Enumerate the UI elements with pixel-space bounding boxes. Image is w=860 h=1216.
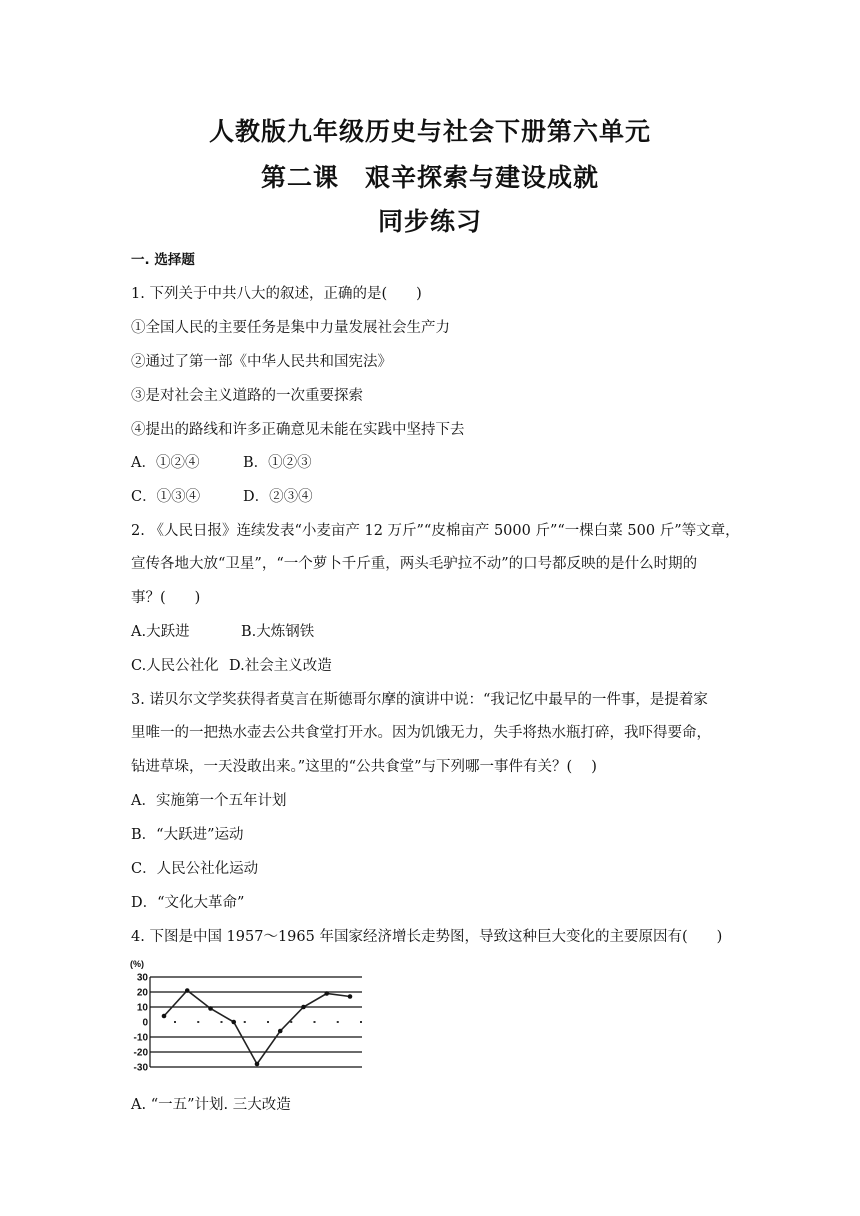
chart-y-axis-label: (%)	[130, 959, 144, 969]
question-1-stem: 1. 下列关于中共八大的叙述，正确的是( )	[131, 286, 422, 302]
chart-zero-tick	[360, 1021, 362, 1023]
question-3-stem-line-1: 3. 诺贝尔文学奖获得者莫言在斯德哥尔摩的演讲中说：“我记忆中最早的一件事，是提着家	[131, 692, 708, 708]
question-2-option-b: B.大炼钢铁	[241, 624, 315, 640]
document-title-line-3: 同步练习	[377, 207, 482, 236]
question-4-stem: 4. 下图是中国 1957～1965 年国家经济增长走势图，导致这种巨大变化的主要原因有( )	[131, 929, 723, 945]
question-1-statement-4: ④提出的路线和许多正确意见未能在实践中坚持下去	[131, 422, 465, 438]
economic-growth-chart	[128, 957, 366, 1073]
document-title-line-2: 第二课 艰辛探索与建设成就	[260, 163, 599, 192]
question-2-option-a: A.大跃进	[131, 624, 190, 640]
chart-data-point	[278, 1029, 283, 1034]
chart-data-point	[231, 1020, 236, 1025]
chart-zero-tick	[337, 1021, 339, 1023]
question-2-option-c: C.人民公社化	[131, 658, 219, 674]
question-1-statement-3: ③是对社会主义道路的一次重要探索	[131, 388, 363, 404]
chart-data-point	[348, 994, 353, 999]
chart-data-point	[301, 1005, 306, 1010]
chart-zero-tick	[221, 1021, 223, 1023]
chart-y-tick-label: 10	[136, 1002, 148, 1014]
chart-y-tick-label: 30	[136, 972, 148, 984]
question-2-stem-line-3: 事？( )	[131, 590, 201, 606]
section-heading: 一. 选择题	[131, 252, 195, 268]
question-3-stem-line-3: 钻进草垛，一天没敢出来。”这里的“公共食堂”与下列哪一事件有关？( )	[131, 759, 597, 775]
chart-series-line	[164, 991, 350, 1065]
chart-y-tick-label: 20	[136, 987, 148, 999]
chart-y-tick-label: -30	[133, 1062, 148, 1073]
question-2-option-d: D.社会主义改造	[229, 658, 332, 674]
chart-data-point	[162, 1014, 167, 1019]
question-1-statement-1: ①全国人民的主要任务是集中力量发展社会生产力	[131, 320, 450, 336]
chart-zero-tick	[197, 1021, 199, 1023]
question-1-option-a: A．①②④	[131, 455, 200, 471]
chart-data-point	[208, 1006, 213, 1011]
document-title-line-1: 人教版九年级历史与社会下册第六单元	[208, 117, 651, 146]
chart-data-point	[324, 991, 329, 996]
chart-zero-tick	[314, 1021, 316, 1023]
question-3-option-d: D．“文化大革命”	[131, 895, 245, 911]
question-1-option-b: B．①②③	[243, 455, 312, 471]
question-4-option-a: A. “一五”计划. 三大改造	[131, 1097, 291, 1113]
question-3-option-b: B．“大跃进”运动	[131, 827, 244, 843]
question-1-option-c: C．①③④	[131, 489, 201, 505]
chart-y-tick-label: -20	[133, 1047, 148, 1059]
question-1-option-d: D．②③④	[243, 489, 313, 505]
chart-data-point	[185, 988, 190, 993]
chart-zero-tick	[267, 1021, 269, 1023]
chart-y-tick-label: -10	[133, 1032, 148, 1044]
question-1-statement-2: ②通过了第一部《中华人民共和国宪法》	[131, 354, 392, 370]
question-3-option-c: C．人民公社化运动	[131, 861, 259, 877]
chart-data-point	[255, 1062, 260, 1067]
chart-y-tick-label: 0	[142, 1017, 148, 1029]
chart-zero-tick	[244, 1021, 246, 1023]
question-3-option-a: A．实施第一个五年计划	[131, 793, 287, 809]
question-2-stem-line-1: 2. 《人民日报》连续发表“小麦亩产 12 万斤”“皮棉亩产 5000 斤”“一棵白菜 500 斤”等文章，	[131, 523, 740, 539]
chart-zero-tick	[174, 1021, 176, 1023]
question-3-stem-line-2: 里唯一的一把热水壶去公共食堂打开水。因为饥饿无力，失手将热水瓶打碎，我吓得要命，	[131, 725, 711, 741]
question-2-stem-line-2: 宣传各地大放“卫星”，“一个萝卜千斤重，两头毛驴拉不动”的口号都反映的是什么时期的	[131, 556, 698, 572]
